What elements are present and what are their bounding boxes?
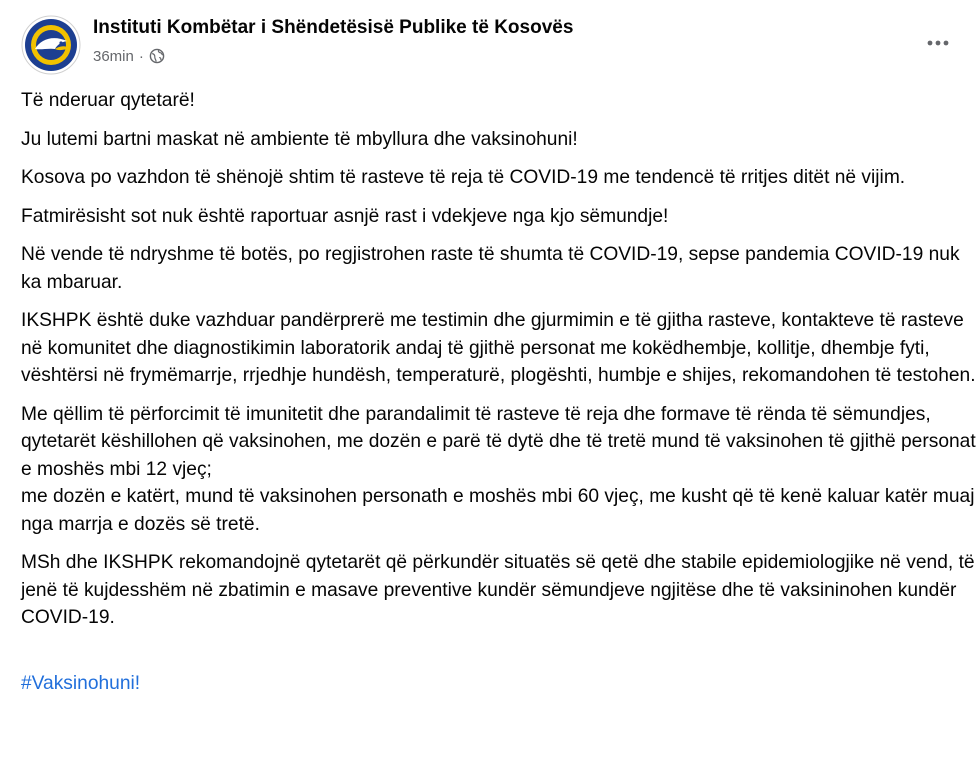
meta-separator: · bbox=[138, 47, 144, 65]
post-paragraph: Fatmirësisht sot nuk është raportuar asnjë rast i vdekjeve nga kjo sëmundje! bbox=[21, 205, 669, 227]
more-horizontal-icon bbox=[926, 39, 950, 47]
post-meta bbox=[93, 45, 573, 67]
header-text bbox=[93, 13, 573, 67]
post-paragraph: MSh dhe IKSHPK rekomandojnë qytetarët që përkundër situatës së qetë dhe stabile epidemiologjike në vend, të jenë të kujdesshëm në zbatimin e masave preventive kundër sëmundjeve ngjitëse dhe të vaksininohen kundër COVID-19. bbox=[21, 552, 975, 628]
post-header bbox=[21, 13, 960, 75]
page-name-link[interactable]: Instituti Kombëtar i Shëndetësisë Publike të Kosovës bbox=[93, 17, 574, 38]
post-timestamp[interactable]: 36min bbox=[93, 47, 134, 65]
institute-logo-icon bbox=[21, 15, 81, 75]
post-paragraph: Kosova po vazhdon të shënojë shtim të rasteve të reja të COVID-19 me tendencë të rritjes ditët në vijim. bbox=[21, 167, 906, 188]
avatar[interactable] bbox=[21, 15, 81, 75]
post-paragraph: Në vende të ndryshme të botës, po regjistrohen raste të shumta të COVID-19, sepse pandemia COVID-19 nuk ka mbaruar. bbox=[21, 244, 960, 293]
post-paragraph: Ju lutemi bartni maskat në ambiente të mbyllura dhe vaksinohuni! bbox=[21, 128, 578, 150]
hashtag-link[interactable]: #Vaksinohuni! bbox=[21, 673, 141, 694]
post-paragraph: Me qëllim të përforcimit të imunitetit dhe parandalimit të rasteve të reja dhe formave të rënda të sëmundjes, qytetarët këshillohen që vaksinohen, me dozën e parë të dytë dhe të tretë mund të vaksinohen të gjithë personat e moshës mbi 12 vjeç; me dozën e katërt, mund të vaksinohen personath e moshës mbi 60 vjeç, me kusht që të kenë kaluar katër muaj nga marrja e dozës së tretë. bbox=[21, 403, 976, 535]
more-options-button[interactable] bbox=[920, 25, 956, 61]
post-paragraph: Të nderuar qytetarë! bbox=[21, 90, 195, 111]
hashtag-paragraph bbox=[21, 643, 976, 698]
post-paragraph: IKSHPK është duke vazhduar pandërprerë me testimin dhe gjurmimin e të gjitha rasteve, kontakteve të rasteve në komunitet dhe diagnostikimin laboratorik andaj të gjithë personat me kokëdhembje, kollitje, dhembje fyti, vështërsi në frymëmarrje, rrjedhje hundësh, temperaturë, plogështi, humbje e shijes, rekomandohen të testohen. bbox=[21, 310, 976, 386]
globe-icon[interactable] bbox=[149, 48, 165, 64]
post-body bbox=[21, 87, 976, 709]
